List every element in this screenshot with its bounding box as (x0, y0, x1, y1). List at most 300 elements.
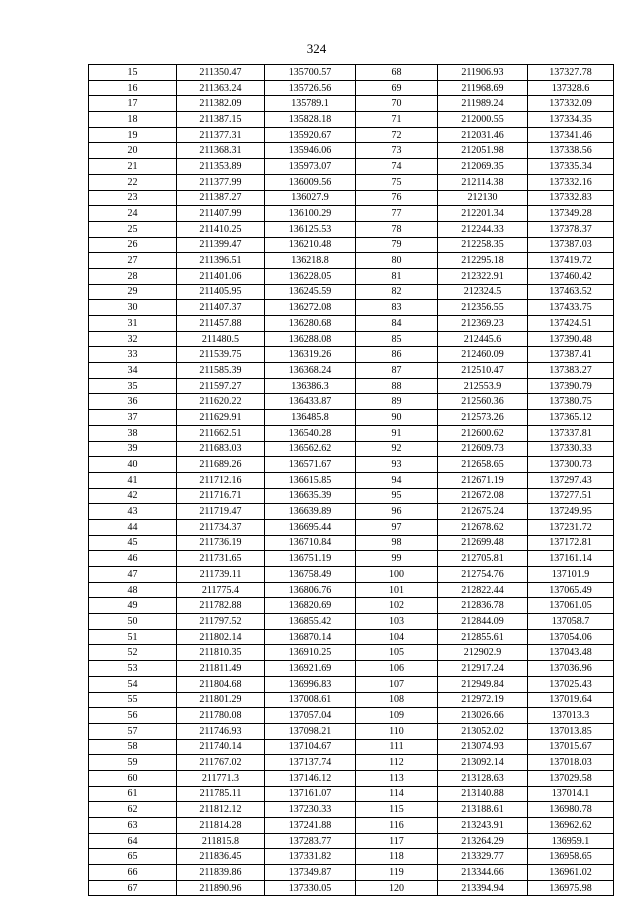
point-number-left-cell: 36 (89, 394, 177, 410)
table-row (89, 598, 614, 614)
y-coordinate-left-cell: 136921.69 (265, 661, 356, 677)
point-number-left-cell: 66 (89, 865, 177, 881)
y-coordinate-left-cell: 136319.26 (265, 347, 356, 363)
x-coordinate-right-cell: 212855.61 (438, 629, 528, 645)
x-coordinate-right-cell: 212675.24 (438, 504, 528, 520)
y-coordinate-left-cell: 135920.67 (265, 127, 356, 143)
y-coordinate-right-cell: 137065.49 (528, 582, 614, 598)
point-number-left-cell: 55 (89, 692, 177, 708)
x-coordinate-right-cell: 211989.24 (438, 96, 528, 112)
y-coordinate-right-cell: 137277.51 (528, 488, 614, 504)
x-coordinate-left-cell: 211771.3 (177, 770, 265, 786)
point-number-left-cell: 50 (89, 614, 177, 630)
x-coordinate-left-cell: 211785.11 (177, 786, 265, 802)
point-number-left-cell: 43 (89, 504, 177, 520)
point-number-left-cell: 51 (89, 629, 177, 645)
x-coordinate-right-cell: 212369.23 (438, 316, 528, 332)
point-number-right-cell: 104 (356, 629, 438, 645)
point-number-left-cell: 49 (89, 598, 177, 614)
coordinates-table-body (89, 65, 614, 896)
x-coordinate-right-cell: 212822.44 (438, 582, 528, 598)
x-coordinate-left-cell: 211387.15 (177, 112, 265, 128)
x-coordinate-right-cell: 212560.36 (438, 394, 528, 410)
x-coordinate-left-cell: 211350.47 (177, 65, 265, 81)
x-coordinate-right-cell: 213394.94 (438, 880, 528, 896)
point-number-right-cell: 94 (356, 472, 438, 488)
x-coordinate-left-cell: 211767.02 (177, 755, 265, 771)
point-number-right-cell: 119 (356, 865, 438, 881)
point-number-right-cell: 111 (356, 739, 438, 755)
table-row (89, 112, 614, 128)
point-number-left-cell: 56 (89, 708, 177, 724)
y-coordinate-left-cell: 136571.67 (265, 457, 356, 473)
point-number-left-cell: 20 (89, 143, 177, 159)
point-number-right-cell: 90 (356, 410, 438, 426)
y-coordinate-left-cell: 136100.29 (265, 206, 356, 222)
x-coordinate-right-cell: 212130 (438, 190, 528, 206)
x-coordinate-left-cell: 211457.88 (177, 316, 265, 332)
table-row (89, 457, 614, 473)
y-coordinate-right-cell: 137387.03 (528, 237, 614, 253)
point-number-right-cell: 96 (356, 504, 438, 520)
y-coordinate-right-cell: 137249.95 (528, 504, 614, 520)
x-coordinate-right-cell: 212902.9 (438, 645, 528, 661)
y-coordinate-right-cell: 137043.48 (528, 645, 614, 661)
x-coordinate-right-cell: 212460.09 (438, 347, 528, 363)
x-coordinate-right-cell: 212114.38 (438, 174, 528, 190)
table-row (89, 833, 614, 849)
table-row (89, 614, 614, 630)
y-coordinate-left-cell: 135700.57 (265, 65, 356, 81)
point-number-left-cell: 15 (89, 65, 177, 81)
y-coordinate-left-cell: 136635.39 (265, 488, 356, 504)
x-coordinate-right-cell: 213052.02 (438, 723, 528, 739)
y-coordinate-right-cell: 137058.7 (528, 614, 614, 630)
y-coordinate-right-cell: 137387.41 (528, 347, 614, 363)
x-coordinate-right-cell: 213074.93 (438, 739, 528, 755)
table-row (89, 410, 614, 426)
table-row (89, 347, 614, 363)
point-number-left-cell: 53 (89, 661, 177, 677)
y-coordinate-left-cell: 137008.61 (265, 692, 356, 708)
point-number-left-cell: 18 (89, 112, 177, 128)
x-coordinate-left-cell: 211377.31 (177, 127, 265, 143)
point-number-right-cell: 95 (356, 488, 438, 504)
table-row (89, 645, 614, 661)
point-number-left-cell: 54 (89, 676, 177, 692)
x-coordinate-right-cell: 212295.18 (438, 253, 528, 269)
point-number-right-cell: 117 (356, 833, 438, 849)
table-row (89, 253, 614, 269)
y-coordinate-left-cell: 136639.89 (265, 504, 356, 520)
table-row (89, 880, 614, 896)
y-coordinate-left-cell: 136210.48 (265, 237, 356, 253)
point-number-right-cell: 112 (356, 755, 438, 771)
table-row (89, 268, 614, 284)
x-coordinate-left-cell: 211802.14 (177, 629, 265, 645)
x-coordinate-left-cell: 211719.47 (177, 504, 265, 520)
x-coordinate-left-cell: 211782.88 (177, 598, 265, 614)
y-coordinate-right-cell: 137297.43 (528, 472, 614, 488)
point-number-right-cell: 86 (356, 347, 438, 363)
page-number: 324 (306, 41, 327, 56)
point-number-left-cell: 39 (89, 441, 177, 457)
x-coordinate-left-cell: 211387.27 (177, 190, 265, 206)
y-coordinate-left-cell: 136855.42 (265, 614, 356, 630)
point-number-left-cell: 42 (89, 488, 177, 504)
table-row (89, 535, 614, 551)
y-coordinate-right-cell: 137341.46 (528, 127, 614, 143)
y-coordinate-left-cell: 137241.88 (265, 818, 356, 834)
point-number-left-cell: 63 (89, 818, 177, 834)
point-number-right-cell: 75 (356, 174, 438, 190)
y-coordinate-left-cell: 136368.24 (265, 363, 356, 379)
point-number-left-cell: 65 (89, 849, 177, 865)
y-coordinate-right-cell: 137015.67 (528, 739, 614, 755)
x-coordinate-right-cell: 212000.55 (438, 112, 528, 128)
x-coordinate-left-cell: 211401.06 (177, 268, 265, 284)
point-number-left-cell: 25 (89, 221, 177, 237)
y-coordinate-left-cell: 135973.07 (265, 159, 356, 175)
x-coordinate-left-cell: 211810.35 (177, 645, 265, 661)
y-coordinate-right-cell: 137463.52 (528, 284, 614, 300)
x-coordinate-right-cell: 212031.46 (438, 127, 528, 143)
x-coordinate-right-cell: 213188.61 (438, 802, 528, 818)
point-number-left-cell: 30 (89, 300, 177, 316)
point-number-left-cell: 37 (89, 410, 177, 426)
y-coordinate-left-cell: 136009.56 (265, 174, 356, 190)
table-row (89, 221, 614, 237)
table-row (89, 488, 614, 504)
point-number-right-cell: 116 (356, 818, 438, 834)
x-coordinate-left-cell: 211736.19 (177, 535, 265, 551)
point-number-left-cell: 16 (89, 80, 177, 96)
point-number-left-cell: 19 (89, 127, 177, 143)
table-row (89, 316, 614, 332)
point-number-right-cell: 106 (356, 661, 438, 677)
point-number-right-cell: 85 (356, 331, 438, 347)
y-coordinate-right-cell: 137390.48 (528, 331, 614, 347)
table-row (89, 425, 614, 441)
x-coordinate-right-cell: 212949.84 (438, 676, 528, 692)
y-coordinate-right-cell: 137383.27 (528, 363, 614, 379)
y-coordinate-left-cell: 136910.25 (265, 645, 356, 661)
x-coordinate-right-cell: 213092.14 (438, 755, 528, 771)
table-row (89, 80, 614, 96)
x-coordinate-left-cell: 211620.22 (177, 394, 265, 410)
point-number-right-cell: 87 (356, 363, 438, 379)
x-coordinate-left-cell: 211890.96 (177, 880, 265, 896)
y-coordinate-right-cell: 136962.62 (528, 818, 614, 834)
x-coordinate-left-cell: 211775.4 (177, 582, 265, 598)
point-number-left-cell: 52 (89, 645, 177, 661)
x-coordinate-right-cell: 212553.9 (438, 378, 528, 394)
x-coordinate-right-cell: 212600.62 (438, 425, 528, 441)
point-number-left-cell: 45 (89, 535, 177, 551)
table-row (89, 676, 614, 692)
x-coordinate-right-cell: 212671.19 (438, 472, 528, 488)
y-coordinate-left-cell: 136996.83 (265, 676, 356, 692)
x-coordinate-left-cell: 211382.09 (177, 96, 265, 112)
y-coordinate-left-cell: 136870.14 (265, 629, 356, 645)
table-row (89, 300, 614, 316)
y-coordinate-left-cell: 136758.49 (265, 567, 356, 583)
y-coordinate-right-cell: 137332.16 (528, 174, 614, 190)
x-coordinate-right-cell: 213026.66 (438, 708, 528, 724)
point-number-right-cell: 68 (356, 65, 438, 81)
x-coordinate-left-cell: 211407.99 (177, 206, 265, 222)
x-coordinate-left-cell: 211689.26 (177, 457, 265, 473)
y-coordinate-left-cell: 136125.53 (265, 221, 356, 237)
y-coordinate-right-cell: 137332.83 (528, 190, 614, 206)
point-number-right-cell: 102 (356, 598, 438, 614)
point-number-left-cell: 41 (89, 472, 177, 488)
y-coordinate-left-cell: 135828.18 (265, 112, 356, 128)
table-row (89, 237, 614, 253)
table-row (89, 206, 614, 222)
x-coordinate-right-cell: 213264.29 (438, 833, 528, 849)
y-coordinate-right-cell: 136980.78 (528, 802, 614, 818)
point-number-right-cell: 120 (356, 880, 438, 896)
x-coordinate-right-cell: 212324.5 (438, 284, 528, 300)
y-coordinate-right-cell: 137335.34 (528, 159, 614, 175)
x-coordinate-right-cell: 212754.76 (438, 567, 528, 583)
point-number-right-cell: 110 (356, 723, 438, 739)
table-row (89, 378, 614, 394)
table-row (89, 159, 614, 175)
x-coordinate-right-cell: 212844.09 (438, 614, 528, 630)
y-coordinate-left-cell: 137104.67 (265, 739, 356, 755)
y-coordinate-right-cell: 137460.42 (528, 268, 614, 284)
point-number-right-cell: 101 (356, 582, 438, 598)
x-coordinate-left-cell: 211597.27 (177, 378, 265, 394)
point-number-left-cell: 32 (89, 331, 177, 347)
y-coordinate-right-cell: 136958.65 (528, 849, 614, 865)
y-coordinate-right-cell: 137328.6 (528, 80, 614, 96)
x-coordinate-left-cell: 211399.47 (177, 237, 265, 253)
table-row (89, 127, 614, 143)
y-coordinate-left-cell: 136806.76 (265, 582, 356, 598)
table-row (89, 708, 614, 724)
y-coordinate-left-cell: 136710.84 (265, 535, 356, 551)
table-row (89, 802, 614, 818)
y-coordinate-left-cell: 135946.06 (265, 143, 356, 159)
y-coordinate-right-cell: 137337.81 (528, 425, 614, 441)
point-number-right-cell: 98 (356, 535, 438, 551)
y-coordinate-left-cell: 136272.08 (265, 300, 356, 316)
x-coordinate-left-cell: 211368.31 (177, 143, 265, 159)
x-coordinate-left-cell: 211814.28 (177, 818, 265, 834)
coordinates-table (88, 64, 614, 896)
x-coordinate-right-cell: 213140.88 (438, 786, 528, 802)
x-coordinate-right-cell: 212356.55 (438, 300, 528, 316)
x-coordinate-left-cell: 211801.29 (177, 692, 265, 708)
table-row (89, 174, 614, 190)
y-coordinate-left-cell: 137098.21 (265, 723, 356, 739)
x-coordinate-right-cell: 212699.48 (438, 535, 528, 551)
point-number-right-cell: 105 (356, 645, 438, 661)
y-coordinate-left-cell: 135789.1 (265, 96, 356, 112)
point-number-left-cell: 35 (89, 378, 177, 394)
x-coordinate-right-cell: 212705.81 (438, 551, 528, 567)
x-coordinate-left-cell: 211662.51 (177, 425, 265, 441)
y-coordinate-right-cell: 137054.06 (528, 629, 614, 645)
point-number-right-cell: 88 (356, 378, 438, 394)
table-row (89, 472, 614, 488)
table-row (89, 363, 614, 379)
x-coordinate-right-cell: 213128.63 (438, 770, 528, 786)
point-number-right-cell: 107 (356, 676, 438, 692)
y-coordinate-right-cell: 137161.14 (528, 551, 614, 567)
point-number-right-cell: 84 (356, 316, 438, 332)
table-row (89, 96, 614, 112)
y-coordinate-left-cell: 136820.69 (265, 598, 356, 614)
point-number-right-cell: 113 (356, 770, 438, 786)
point-number-right-cell: 82 (356, 284, 438, 300)
table-row (89, 504, 614, 520)
table-row (89, 849, 614, 865)
y-coordinate-left-cell: 136540.28 (265, 425, 356, 441)
point-number-right-cell: 69 (356, 80, 438, 96)
table-row (89, 755, 614, 771)
point-number-left-cell: 60 (89, 770, 177, 786)
table-row (89, 331, 614, 347)
point-number-left-cell: 22 (89, 174, 177, 190)
y-coordinate-right-cell: 137380.75 (528, 394, 614, 410)
point-number-left-cell: 61 (89, 786, 177, 802)
y-coordinate-right-cell: 137036.96 (528, 661, 614, 677)
table-row (89, 770, 614, 786)
x-coordinate-right-cell: 212322.91 (438, 268, 528, 284)
point-number-left-cell: 21 (89, 159, 177, 175)
point-number-right-cell: 78 (356, 221, 438, 237)
x-coordinate-right-cell: 212510.47 (438, 363, 528, 379)
x-coordinate-left-cell: 211377.99 (177, 174, 265, 190)
point-number-left-cell: 58 (89, 739, 177, 755)
point-number-left-cell: 40 (89, 457, 177, 473)
y-coordinate-left-cell: 137057.04 (265, 708, 356, 724)
x-coordinate-left-cell: 211683.03 (177, 441, 265, 457)
y-coordinate-right-cell: 137390.79 (528, 378, 614, 394)
point-number-left-cell: 27 (89, 253, 177, 269)
table-row (89, 551, 614, 567)
table-row (89, 284, 614, 300)
x-coordinate-right-cell: 212201.34 (438, 206, 528, 222)
point-number-left-cell: 47 (89, 567, 177, 583)
x-coordinate-left-cell: 211405.95 (177, 284, 265, 300)
x-coordinate-left-cell: 211353.89 (177, 159, 265, 175)
x-coordinate-left-cell: 211746.93 (177, 723, 265, 739)
x-coordinate-left-cell: 211407.37 (177, 300, 265, 316)
point-number-right-cell: 76 (356, 190, 438, 206)
y-coordinate-right-cell: 136959.1 (528, 833, 614, 849)
y-coordinate-right-cell: 137029.58 (528, 770, 614, 786)
x-coordinate-right-cell: 212678.62 (438, 519, 528, 535)
x-coordinate-left-cell: 211739.11 (177, 567, 265, 583)
y-coordinate-left-cell: 136280.68 (265, 316, 356, 332)
table-row (89, 394, 614, 410)
y-coordinate-right-cell: 137025.43 (528, 676, 614, 692)
y-coordinate-left-cell: 136615.85 (265, 472, 356, 488)
x-coordinate-left-cell: 211363.24 (177, 80, 265, 96)
x-coordinate-left-cell: 211740.14 (177, 739, 265, 755)
point-number-left-cell: 62 (89, 802, 177, 818)
point-number-right-cell: 109 (356, 708, 438, 724)
x-coordinate-right-cell: 212917.24 (438, 661, 528, 677)
y-coordinate-left-cell: 137230.33 (265, 802, 356, 818)
x-coordinate-left-cell: 211716.71 (177, 488, 265, 504)
x-coordinate-right-cell: 212051.98 (438, 143, 528, 159)
point-number-right-cell: 77 (356, 206, 438, 222)
y-coordinate-right-cell: 137327.78 (528, 65, 614, 81)
x-coordinate-right-cell: 212573.26 (438, 410, 528, 426)
x-coordinate-right-cell: 211906.93 (438, 65, 528, 81)
y-coordinate-right-cell: 137101.9 (528, 567, 614, 583)
table-row (89, 723, 614, 739)
table-row (89, 582, 614, 598)
point-number-left-cell: 23 (89, 190, 177, 206)
point-number-right-cell: 81 (356, 268, 438, 284)
point-number-right-cell: 91 (356, 425, 438, 441)
y-coordinate-left-cell: 136386.3 (265, 378, 356, 394)
point-number-right-cell: 89 (356, 394, 438, 410)
point-number-left-cell: 29 (89, 284, 177, 300)
y-coordinate-right-cell: 137419.72 (528, 253, 614, 269)
y-coordinate-right-cell: 137365.12 (528, 410, 614, 426)
x-coordinate-left-cell: 211712.16 (177, 472, 265, 488)
point-number-right-cell: 103 (356, 614, 438, 630)
point-number-right-cell: 70 (356, 96, 438, 112)
y-coordinate-right-cell: 137433.75 (528, 300, 614, 316)
point-number-right-cell: 99 (356, 551, 438, 567)
y-coordinate-right-cell: 137334.35 (528, 112, 614, 128)
y-coordinate-left-cell: 137330.05 (265, 880, 356, 896)
y-coordinate-right-cell: 137338.56 (528, 143, 614, 159)
point-number-right-cell: 72 (356, 127, 438, 143)
point-number-left-cell: 48 (89, 582, 177, 598)
x-coordinate-left-cell: 211480.5 (177, 331, 265, 347)
y-coordinate-left-cell: 136228.05 (265, 268, 356, 284)
x-coordinate-left-cell: 211410.25 (177, 221, 265, 237)
y-coordinate-right-cell: 137424.51 (528, 316, 614, 332)
y-coordinate-left-cell: 136245.59 (265, 284, 356, 300)
table-row (89, 519, 614, 535)
y-coordinate-left-cell: 137137.74 (265, 755, 356, 771)
x-coordinate-left-cell: 211585.39 (177, 363, 265, 379)
table-row (89, 786, 614, 802)
x-coordinate-left-cell: 211804.68 (177, 676, 265, 692)
y-coordinate-right-cell: 137378.37 (528, 221, 614, 237)
point-number-left-cell: 28 (89, 268, 177, 284)
x-coordinate-right-cell: 213344.66 (438, 865, 528, 881)
table-row (89, 865, 614, 881)
y-coordinate-right-cell: 136975.98 (528, 880, 614, 896)
table-row (89, 739, 614, 755)
x-coordinate-left-cell: 211836.45 (177, 849, 265, 865)
point-number-left-cell: 57 (89, 723, 177, 739)
table-row (89, 567, 614, 583)
point-number-left-cell: 33 (89, 347, 177, 363)
y-coordinate-right-cell: 137330.33 (528, 441, 614, 457)
y-coordinate-right-cell: 137013.3 (528, 708, 614, 724)
point-number-right-cell: 114 (356, 786, 438, 802)
point-number-right-cell: 71 (356, 112, 438, 128)
y-coordinate-left-cell: 137331.82 (265, 849, 356, 865)
table-row (89, 661, 614, 677)
point-number-right-cell: 92 (356, 441, 438, 457)
point-number-right-cell: 80 (356, 253, 438, 269)
table-row (89, 629, 614, 645)
